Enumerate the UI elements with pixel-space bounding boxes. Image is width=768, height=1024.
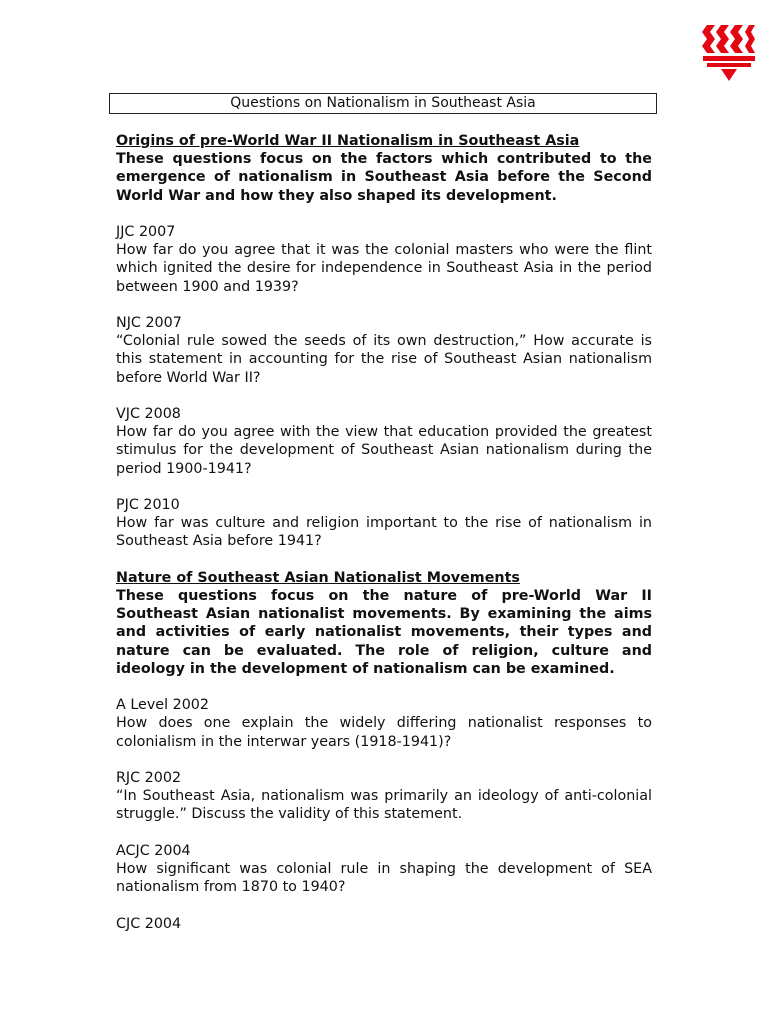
- question-code: VJC 2008: [116, 406, 181, 422]
- brand-logo-icon: [701, 23, 757, 83]
- question-text: “Colonial rule sowed the seeds of its own destruction,” How accurate is this statement in accounting for the rise of Southeast Asian nationalism before World War II?: [116, 333, 652, 386]
- document-body: [116, 132, 652, 933]
- question-code: NJC 2007: [116, 315, 182, 331]
- question-code: PJC 2010: [116, 497, 180, 513]
- question-item: [116, 769, 652, 824]
- question-code: CJC 2004: [116, 915, 182, 932]
- question-item: [116, 223, 652, 296]
- question-item: [116, 496, 652, 551]
- question-item: [116, 314, 652, 387]
- question-text: How far do you agree with the view that education provided the greatest stimulus for the development of Southeast Asian nationalism during the period 1900-1941?: [116, 424, 652, 477]
- section-heading: Nature of Southeast Asian Nationalist Movements: [116, 569, 520, 586]
- question-item: [116, 915, 652, 933]
- question-text: “In Southeast Asia, nationalism was primarily an ideology of anti-colonial struggle.” Discuss the validity of this statement.: [116, 788, 652, 823]
- question-item: [116, 842, 652, 897]
- question-text: How does one explain the widely differing nationalist responses to colonialism in the interwar years (1918-1941)?: [116, 715, 652, 750]
- section-heading: Origins of pre-World War II Nationalism in Southeast Asia: [116, 133, 580, 149]
- question-code: RJC 2002: [116, 770, 182, 786]
- question-item: [116, 696, 652, 751]
- question-item: [116, 405, 652, 478]
- question-code: A Level 2002: [116, 697, 209, 714]
- section-description: These questions focus on the nature of pre-World War II Southeast Asian nationalist movements. By examining the aims and activities of early nationalist movements, their types and nature can be evaluated. The role of religion, culture and ideology in the development of nationalism can be examined.: [116, 588, 652, 677]
- section-origins: [116, 132, 652, 205]
- document-title: Questions on Nationalism in Southeast Asia: [109, 93, 657, 114]
- section-description: These questions focus on the factors which contributed to the emergence of nationalism in Southeast Asia before the Second World War and how they also shaped its development.: [116, 151, 652, 204]
- question-text: How far was culture and religion important to the rise of nationalism in Southeast Asia before 1941?: [116, 515, 652, 550]
- question-code: JJC 2007: [116, 224, 176, 240]
- question-text: How far do you agree that it was the colonial masters who were the flint which ignited the desire for independence in Southeast Asia in the period between 1900 and 1939?: [116, 242, 652, 295]
- question-text: How significant was colonial rule in shaping the development of SEA nationalism from 1870 to 1940?: [116, 861, 652, 896]
- section-nature: [116, 569, 652, 678]
- question-code: ACJC 2004: [116, 842, 191, 859]
